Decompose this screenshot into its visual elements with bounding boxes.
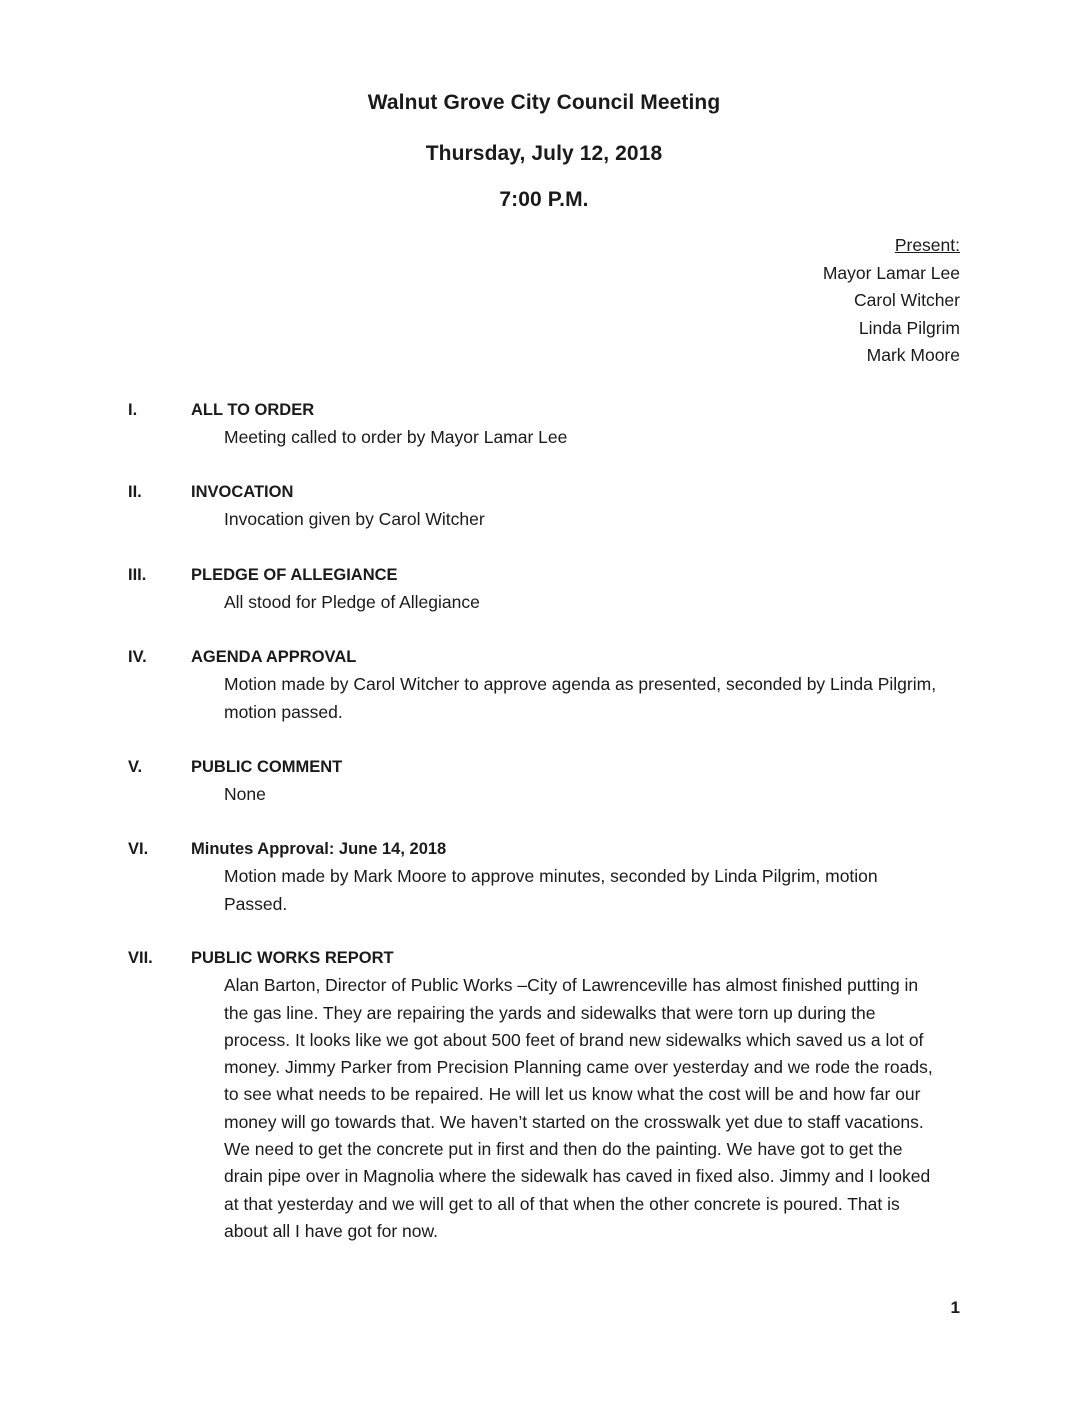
body-line: Alan Barton, Director of Public Works –City of Lawrenceville has almost finished putting in: [224, 975, 919, 996]
body-line: process. It looks like we got about 500 feet of brand new sidewalks which saved us a lot of: [224, 1029, 924, 1050]
section-heading: AGENDA APPROVAL: [191, 648, 357, 666]
body-line: All stood for Pledge of Allegiance: [224, 592, 480, 613]
body-line: at that yesterday and we will get to all of that when the other concrete is poured. That is: [224, 1193, 900, 1214]
section-body: [224, 972, 940, 1245]
section-body: [224, 863, 940, 918]
section-body: [224, 589, 940, 616]
section-body: [224, 424, 940, 451]
attendee: Carol Witcher: [854, 290, 960, 310]
document-title: Walnut Grove City Council Meeting: [367, 91, 721, 114]
section-numeral: IV.: [128, 648, 147, 666]
attendance-list: [823, 232, 960, 370]
body-line: We need to get the concrete put in first and then do the painting. We have got to get the: [224, 1139, 903, 1160]
agenda-section-pledge: [128, 562, 960, 617]
agenda-section-invocation: [128, 479, 960, 534]
attendee: Mayor Lamar Lee: [822, 262, 960, 283]
agenda-section-minutes-approval: [128, 836, 960, 918]
section-numeral: III.: [128, 566, 147, 584]
meeting-time: 7:00 P.M.: [499, 188, 589, 211]
section-heading: PLEDGE OF ALLEGIANCE: [191, 566, 398, 584]
section-numeral: VI.: [128, 840, 149, 858]
section-numeral: VII.: [128, 949, 153, 967]
body-line: drain pipe over in Magnolia where the sidewalk has caved in fixed also. Jimmy and I looked: [224, 1166, 931, 1187]
section-body: [224, 506, 940, 533]
section-body: [224, 671, 940, 726]
attendee: Linda Pilgrim: [858, 317, 960, 338]
page-number: 1: [950, 1298, 960, 1317]
section-heading: Minutes Approval: June 14, 2018: [191, 840, 447, 858]
agenda-section-call-to-order: [128, 397, 960, 452]
body-line: about all I have got for now.: [224, 1220, 439, 1241]
body-line: None: [224, 784, 266, 805]
body-line: Passed.: [224, 893, 288, 914]
body-line: money will go towards that. We haven’t started on the crosswalk yet due to staff vacations.: [224, 1111, 924, 1132]
body-line: Motion made by Mark Moore to approve minutes, seconded by Linda Pilgrim, motion: [224, 866, 878, 887]
body-line: to see what needs to be repaired. He will let us know what the cost will be and how far our: [224, 1084, 921, 1105]
section-numeral: I.: [128, 401, 138, 419]
section-numeral: II.: [128, 483, 142, 501]
body-line: Motion made by Carol Witcher to approve agenda as presented, seconded by Linda Pilgrim,: [224, 674, 937, 695]
meeting-date: Thursday, July 12, 2018: [425, 142, 663, 165]
body-line: Meeting called to order by Mayor Lamar Lee: [224, 427, 568, 448]
section-heading: PUBLIC COMMENT: [191, 758, 343, 776]
section-heading: INVOCATION: [191, 483, 294, 501]
attendee: Mark Moore: [866, 345, 960, 365]
section-heading: ALL TO ORDER: [191, 401, 315, 419]
agenda-section-public-comment: [128, 754, 960, 809]
agenda-section-agenda-approval: [128, 644, 960, 726]
section-body: [224, 781, 940, 808]
section-heading: PUBLIC WORKS REPORT: [191, 949, 394, 967]
body-line: money. Jimmy Parker from Precision Planning came over yesterday and we rode the roads,: [224, 1057, 933, 1078]
section-numeral: V.: [128, 758, 143, 776]
agenda-section-public-works-report: [128, 945, 960, 1245]
body-line: the gas line. They are repairing the yards and sidewalks that were torn up during the: [224, 1002, 876, 1023]
body-line: Invocation given by Carol Witcher: [224, 509, 485, 530]
body-line: motion passed.: [224, 701, 343, 722]
attendance-heading: Present:: [894, 235, 960, 255]
